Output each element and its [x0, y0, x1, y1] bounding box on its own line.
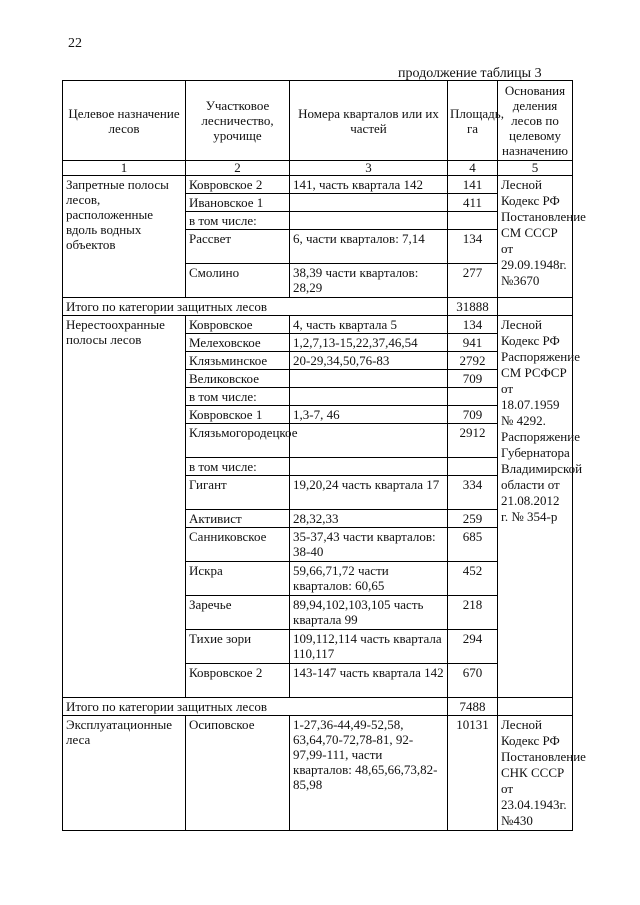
- area-cell: 218: [448, 596, 498, 630]
- basis-cell: Лесной Кодекс РФ Распоряжение СМ РСФСР от 18.07.1959 № 4292. Распоряжение Губернатора Владимирской области от 21.08.2012 г. № 354-р: [498, 316, 573, 698]
- forestry-cell: Великовское: [186, 370, 290, 388]
- forestry-cell: Санниковское: [186, 528, 290, 562]
- area-cell: 277: [448, 264, 498, 298]
- table-row: [63, 716, 573, 831]
- purpose-cell: Запретные полосы лесов, расположенные вдоль водных объектов: [63, 176, 186, 298]
- total-row: [63, 298, 573, 316]
- quarters-cell: 89,94,102,103,105 часть квартала 99: [290, 596, 448, 630]
- column-number: 4: [448, 161, 498, 176]
- quarters-cell: 6, части кварталов: 7,14: [290, 230, 448, 264]
- quarters-cell: 141, часть квартала 142: [290, 176, 448, 194]
- quarters-cell: [290, 424, 448, 458]
- total-label: Итого по категории защитных лесов: [63, 298, 448, 316]
- basis-cell: Лесной Кодекс РФ Постановление СНК СССР от 23.04.1943г. №430: [498, 716, 573, 831]
- forestry-cell: Активист: [186, 510, 290, 528]
- forestry-cell: Рассвет: [186, 230, 290, 264]
- header-purpose: Целевое назначение лесов: [63, 81, 186, 161]
- quarters-cell: [290, 194, 448, 212]
- quarters-cell: 19,20,24 часть квартала 17: [290, 476, 448, 510]
- area-cell: 411: [448, 194, 498, 212]
- forestry-cell: Искра: [186, 562, 290, 596]
- forestry-cell: Клязьминское: [186, 352, 290, 370]
- forestry-cell: в том числе:: [186, 388, 290, 406]
- column-number: 3: [290, 161, 448, 176]
- table-row: [63, 316, 573, 334]
- header-area: Площадь, га: [448, 81, 498, 161]
- area-cell: [448, 458, 498, 476]
- forestry-cell: Ивановское 1: [186, 194, 290, 212]
- area-cell: 294: [448, 630, 498, 664]
- forestry-cell: Гигант: [186, 476, 290, 510]
- forestry-cell: в том числе:: [186, 212, 290, 230]
- area-cell: 452: [448, 562, 498, 596]
- area-cell: 670: [448, 664, 498, 698]
- quarters-cell: 38,39 части кварталов: 28,29: [290, 264, 448, 298]
- quarters-cell: 59,66,71,72 части кварталов: 60,65: [290, 562, 448, 596]
- quarters-cell: [290, 212, 448, 230]
- area-cell: 2792: [448, 352, 498, 370]
- quarters-cell: [290, 370, 448, 388]
- area-cell: [448, 212, 498, 230]
- total-empty-cell: [498, 698, 573, 716]
- column-number: 5: [498, 161, 573, 176]
- quarters-cell: 4, часть квартала 5: [290, 316, 448, 334]
- quarters-cell: 20-29,34,50,76-83: [290, 352, 448, 370]
- quarters-cell: 143-147 часть квартала 142: [290, 664, 448, 698]
- quarters-cell: [290, 458, 448, 476]
- area-cell: 134: [448, 316, 498, 334]
- forestry-cell: Заречье: [186, 596, 290, 630]
- total-area: 31888: [448, 298, 498, 316]
- area-cell: 709: [448, 370, 498, 388]
- area-cell: 141: [448, 176, 498, 194]
- purpose-cell: Эксплуатационные леса: [63, 716, 186, 831]
- quarters-cell: 35-37,43 части кварталов: 38-40: [290, 528, 448, 562]
- quarters-cell: 28,32,33: [290, 510, 448, 528]
- forestry-cell: Ковровское 2: [186, 176, 290, 194]
- quarters-cell: 1-27,36-44,49-52,58, 63,64,70-72,78-81, 92-97,99-111, части кварталов: 48,65,66,73,82-85,98: [290, 716, 448, 831]
- forestry-cell: Клязьмогородецкое: [186, 424, 290, 458]
- area-cell: 709: [448, 406, 498, 424]
- area-cell: 2912: [448, 424, 498, 458]
- forestry-cell: Осиповское: [186, 716, 290, 831]
- forestry-cell: Тихие зори: [186, 630, 290, 664]
- header-quarters: Номера кварталов или их частей: [290, 81, 448, 161]
- total-row: [63, 698, 573, 716]
- area-cell: 941: [448, 334, 498, 352]
- quarters-cell: 109,112,114 часть квартала 110,117: [290, 630, 448, 664]
- area-cell: [448, 388, 498, 406]
- forestry-cell: Ковровское 1: [186, 406, 290, 424]
- column-number: 2: [186, 161, 290, 176]
- quarters-cell: [290, 388, 448, 406]
- forest-purpose-table: [62, 80, 586, 831]
- page-number: 22: [68, 36, 82, 51]
- forestry-cell: Смолино: [186, 264, 290, 298]
- forestry-cell: Ковровское: [186, 316, 290, 334]
- area-cell: 10131: [448, 716, 498, 831]
- purpose-cell: Нерестоохранные полосы лесов: [63, 316, 186, 698]
- area-cell: 334: [448, 476, 498, 510]
- header-forestry: Участковое лесничество, урочище: [186, 81, 290, 161]
- basis-cell: Лесной Кодекс РФ Постановление СМ СССР от 29.09.1948г. №3670: [498, 176, 573, 298]
- forestry-cell: Мелеховское: [186, 334, 290, 352]
- total-area: 7488: [448, 698, 498, 716]
- quarters-cell: 1,3-7, 46: [290, 406, 448, 424]
- area-cell: 259: [448, 510, 498, 528]
- total-label: Итого по категории защитных лесов: [63, 698, 448, 716]
- forestry-cell: Ковровское 2: [186, 664, 290, 698]
- quarters-cell: 1,2,7,13-15,22,37,46,54: [290, 334, 448, 352]
- total-empty-cell: [498, 298, 573, 316]
- column-number: 1: [63, 161, 186, 176]
- header-basis: Основания деления лесов по целевому назначению: [498, 81, 573, 161]
- forestry-cell: в том числе:: [186, 458, 290, 476]
- area-cell: 134: [448, 230, 498, 264]
- table-continuation-label: продолжение таблицы 3: [398, 66, 542, 81]
- area-cell: 685: [448, 528, 498, 562]
- table-row: [63, 176, 573, 194]
